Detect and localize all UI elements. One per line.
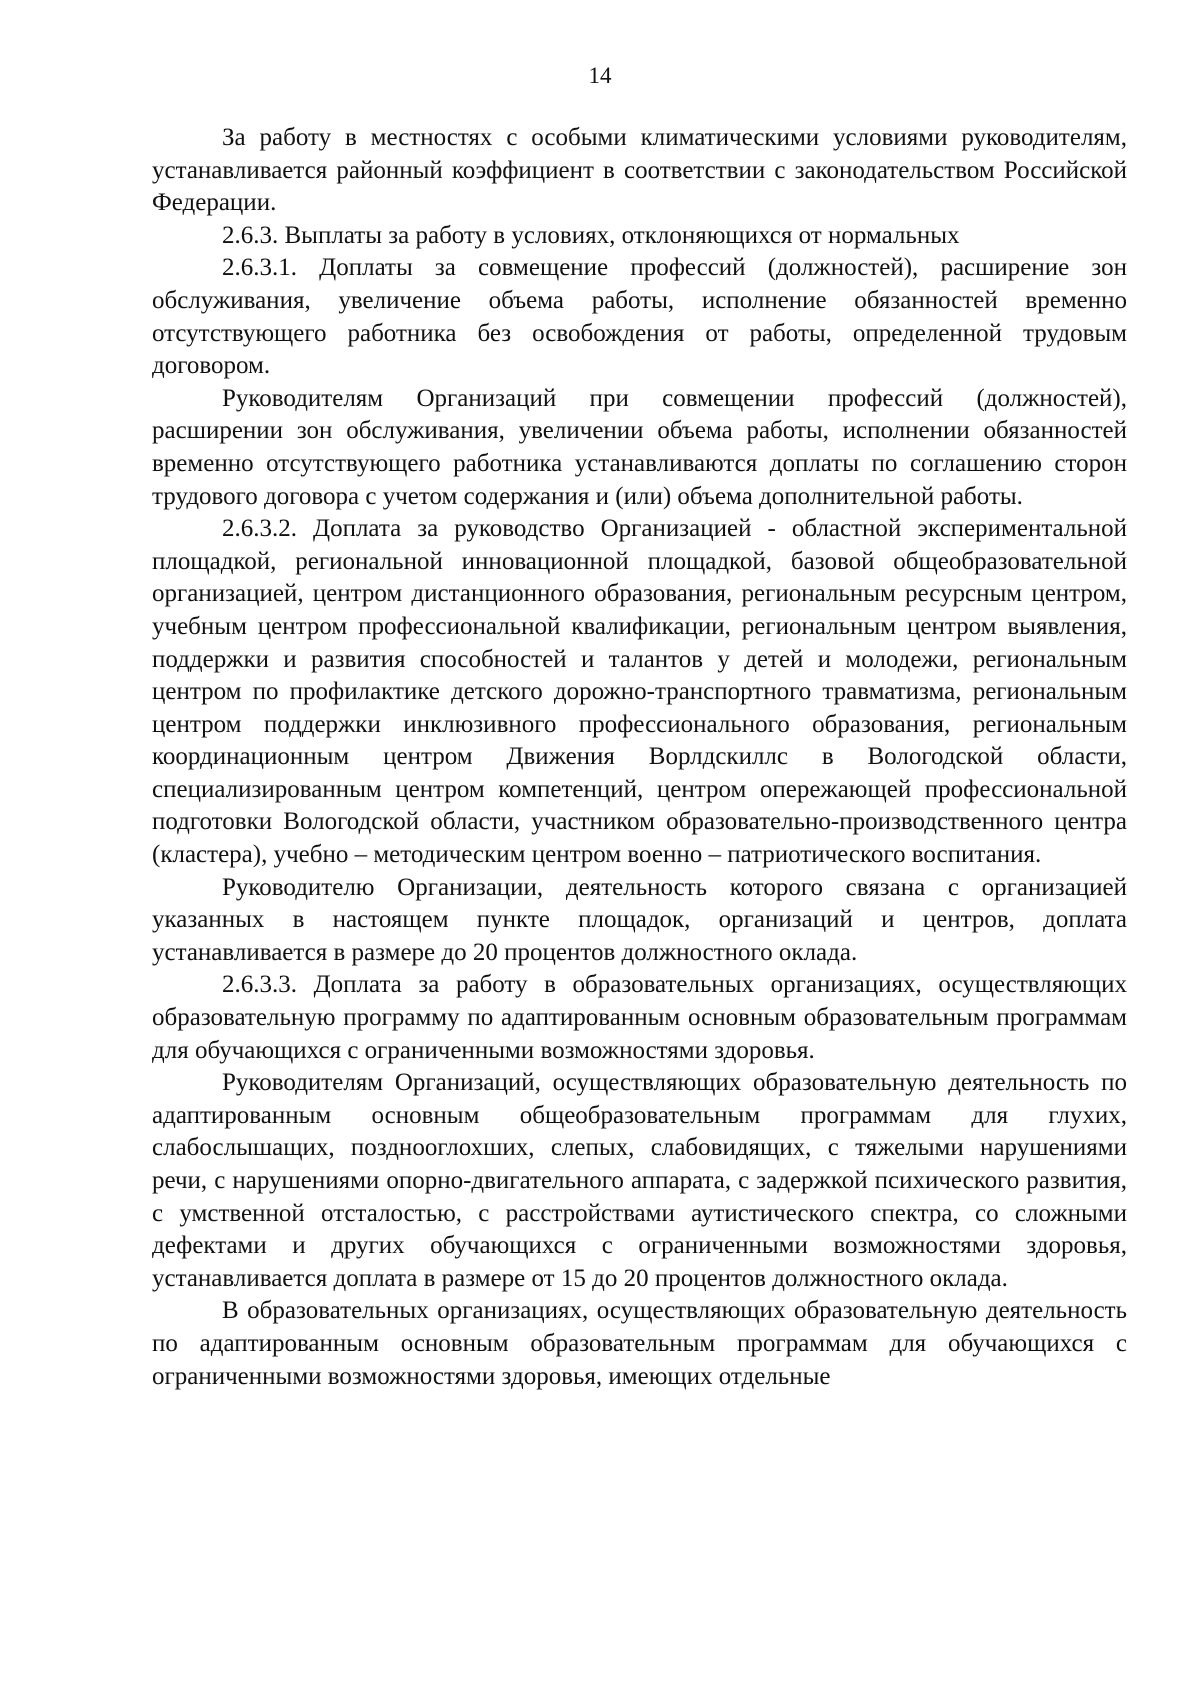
paragraph-regional-coefficient: За работу в местностях с особыми климатическими условиями руководителям, устанавливается районный коэффициент в соответствии с законодательством Российской Федерации. <box>152 124 1127 217</box>
paragraph-head-surcharge-20-percent: Руководителю Организации, деятельность которого связана с организацией указанных в настоящем пункте площадок, организаций и центров, доплата устанавливается в размере до 20 процентов должностного оклада. <box>152 873 1127 966</box>
paragraph-adapted-programs-continued: В образовательных организациях, осуществляющих образовательную деятельность по адаптированным основным образовательным программам для обучающихся с ограниченными возможностями здоровья, имеющих отдельные <box>152 1297 1127 1390</box>
paragraph-adapted-programs-surcharge: Руководителям Организаций, осуществляющих образовательную деятельность по адаптированным основным общеобразовательным программам для глухих, слабослышащих, позднооглохших, слепых, слабовидящих, с тяжелыми нарушениями речи, с нарушениями опорно-двигательного аппарата, с задержкой психического развития, с умственной отсталостью, с расстройствами аутистического спектра, со сложными дефектами и других обучающихся с ограниченными возможностями здоровья, устанавливается доплата в размере от 15 до 20 процентов должностного оклада. <box>152 1069 1127 1292</box>
paragraph-2-6-3-3: 2.6.3.3. Доплата за работу в образовательных организациях, осуществляющих образовательную программу по адаптированным основным образовательным программам для обучающихся с ограниченными возможностями здоровья. <box>152 971 1127 1064</box>
paragraph-2-6-3-1: 2.6.3.1. Доплаты за совмещение профессий (должностей), расширение зон обслуживания, увеличение объема работы, исполнение обязанностей временно отсутствующего работника без освобождения от работы, определенной трудовым договором. <box>152 254 1127 380</box>
paragraph-2-6-3-2: 2.6.3.2. Доплата за руководство Организацией - областной экспериментальной площадкой, региональной инновационной площадкой, базовой общеобразовательной организацией, центром дистанционного образования, региональным ресурсным центром, учебным центром профессиональной квалификации, региональным центром выявления, поддержки и развития способностей и талантов у детей и молодежи, региональным центром по профилактике детского дорожно-транспортного травматизма, региональным центром поддержки инклюзивного профессионального образования, региональным координационным центром Движения Ворлдскиллс в Вологодской области, специализированным центром компетенций, центром опережающей профессиональной подготовки Вологодской области, участником образовательно-производственного центра (кластера), учебно – методическим центром военно – патриотического воспитания. <box>152 515 1127 869</box>
document-body <box>152 122 1127 1393</box>
section-heading-2-6-3: 2.6.3. Выплаты за работу в условиях, отклоняющихся от нормальных <box>222 221 960 249</box>
page-number: 14 <box>588 63 612 88</box>
paragraph-combination-surcharge: Руководителям Организаций при совмещении профессий (должностей), расширении зон обслуживания, увеличении объема работы, исполнении обязанностей временно отсутствующего работника устанавливаются доплаты по соглашению сторон трудового договора с учетом содержания и (или) объема дополнительной работы. <box>152 384 1127 510</box>
